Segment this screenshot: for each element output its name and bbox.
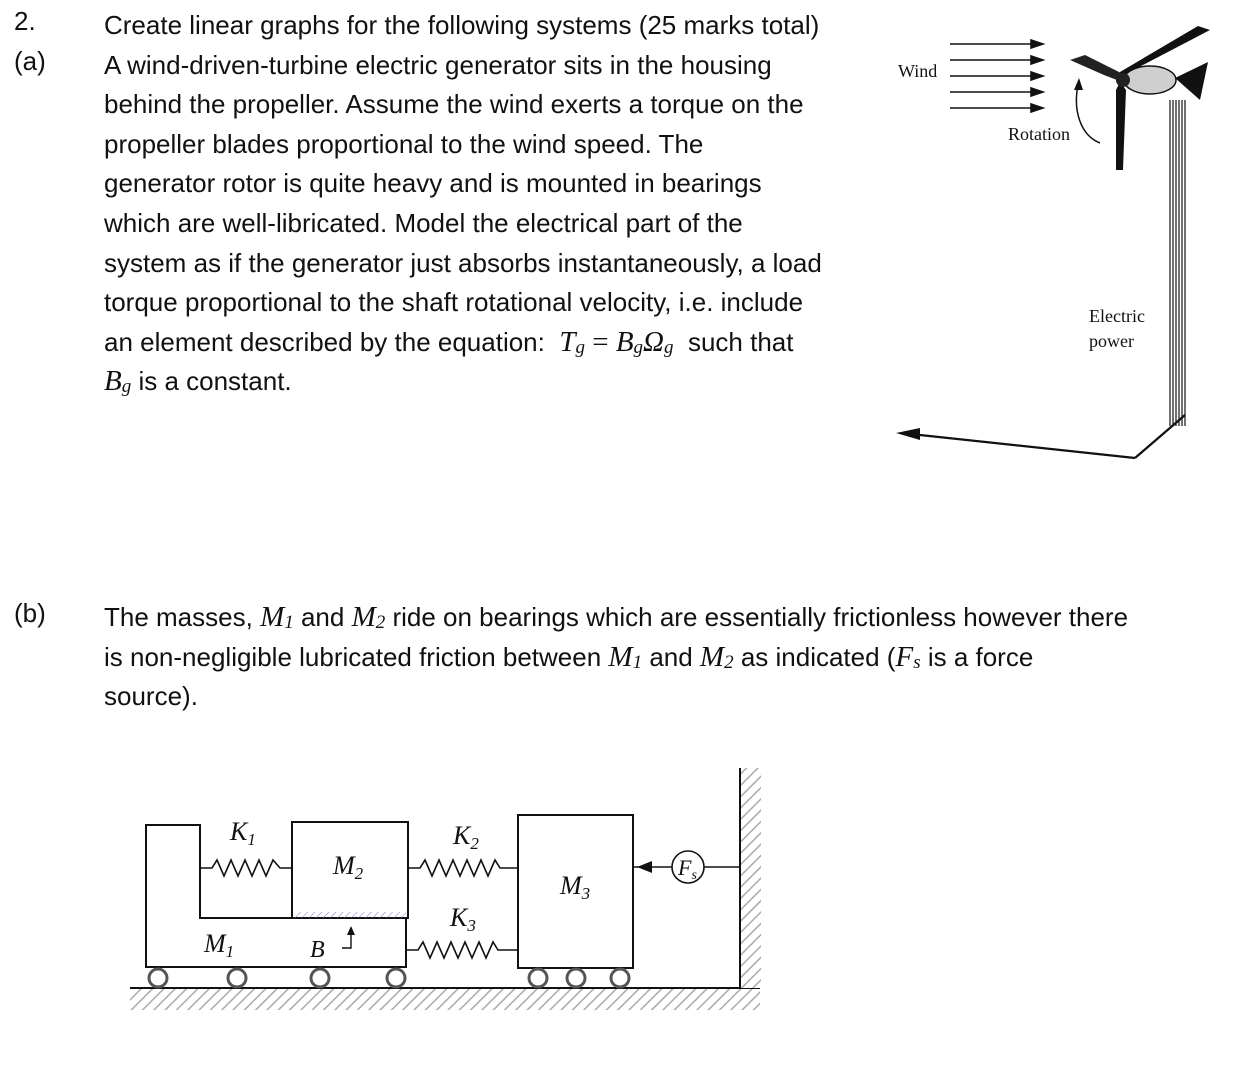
power-output-arrow	[896, 415, 1185, 458]
rotation-arrowhead	[1074, 78, 1083, 90]
label-m1: M1	[204, 929, 235, 961]
spring-k3	[406, 942, 518, 958]
electric-label: Electric	[1089, 306, 1145, 326]
spring-k1	[200, 860, 292, 876]
wheels	[149, 969, 629, 987]
wall	[741, 768, 761, 988]
label-k2: K2	[453, 821, 479, 853]
part-b-label: (b)	[14, 598, 46, 628]
equation-line	[104, 323, 822, 363]
m2-symbol: $M_2$	[351, 601, 386, 633]
part-a-line-3: propeller blades proportional to the wind speed. The	[104, 128, 704, 159]
mass-spring-figure	[120, 760, 780, 1020]
eq-torque-symbol: $T_g$	[559, 325, 585, 358]
part-a-line-7: torque proportional to the shaft rotational velocity, i.e. include	[104, 287, 804, 318]
part-a-line-1: A wind-driven-turbine electric generator sits in the housing	[104, 49, 772, 80]
label-m3: M3	[560, 871, 591, 903]
eq-omega-symbol: $\Omega_g$	[643, 325, 674, 358]
rotation-label: Rotation	[1008, 124, 1070, 144]
part-a-line-6: system as if the generator just absorbs instantaneously, a load	[104, 247, 822, 278]
eq-damping-symbol: $B_g$	[615, 325, 644, 358]
eq-equals: =	[584, 325, 616, 358]
wind-turbine-figure	[880, 20, 1210, 470]
part-a-line-5: which are well-libricated. Model the electrical part of the	[104, 207, 743, 238]
wind-arrows	[950, 40, 1043, 112]
part-a-label: (a)	[14, 46, 46, 76]
constant-text: is a constant.	[131, 366, 292, 397]
part-a-text	[104, 6, 822, 402]
m1-symbol: $M_1$	[260, 601, 294, 633]
constant-line	[104, 362, 822, 402]
spring-k2	[408, 860, 518, 876]
fs-symbol: $F_s$	[895, 640, 921, 673]
question-number: 2.	[14, 6, 36, 36]
damper-b	[294, 912, 406, 918]
part-b-text	[104, 598, 1128, 717]
m1-symbol: $M_1$	[608, 640, 643, 673]
tower	[1170, 100, 1185, 426]
rotation-arrow	[1076, 85, 1100, 143]
question-title: Create linear graphs for the following systems (25 marks total)	[104, 10, 820, 40]
part-a-line-4: generator rotor is quite heavy and is mounted in bearings	[104, 168, 762, 199]
power-label: power	[1089, 331, 1134, 351]
wind-label: Wind	[898, 61, 938, 81]
part-b-line-3: source).	[104, 681, 198, 712]
part-a-line-2: behind the propeller. Assume the wind exerts a torque on the	[104, 89, 804, 120]
bg-symbol: $B_g$	[104, 365, 132, 398]
ground	[130, 988, 760, 1010]
equation-prefix: an element described by the equation:	[104, 326, 560, 357]
m2-symbol: $M_2$	[699, 640, 734, 673]
label-k3: K3	[450, 903, 476, 935]
equation-suffix: such that	[673, 326, 794, 357]
label-k1: K1	[230, 817, 256, 849]
label-fs: Fs	[678, 855, 697, 883]
part-b-line-2: is non-negligible lubricated friction between $M_1$ and $M_2$ as indicated ($F_s$ is a force	[104, 640, 1034, 673]
part-b-line-1: The masses, $M_1$ and $M_2$ ride on bearings which are essentially frictionless however there	[104, 601, 1129, 633]
fs-arrowhead	[637, 861, 652, 873]
propeller	[1070, 26, 1210, 170]
label-m2: M2	[333, 851, 364, 883]
label-b: B	[310, 937, 325, 963]
